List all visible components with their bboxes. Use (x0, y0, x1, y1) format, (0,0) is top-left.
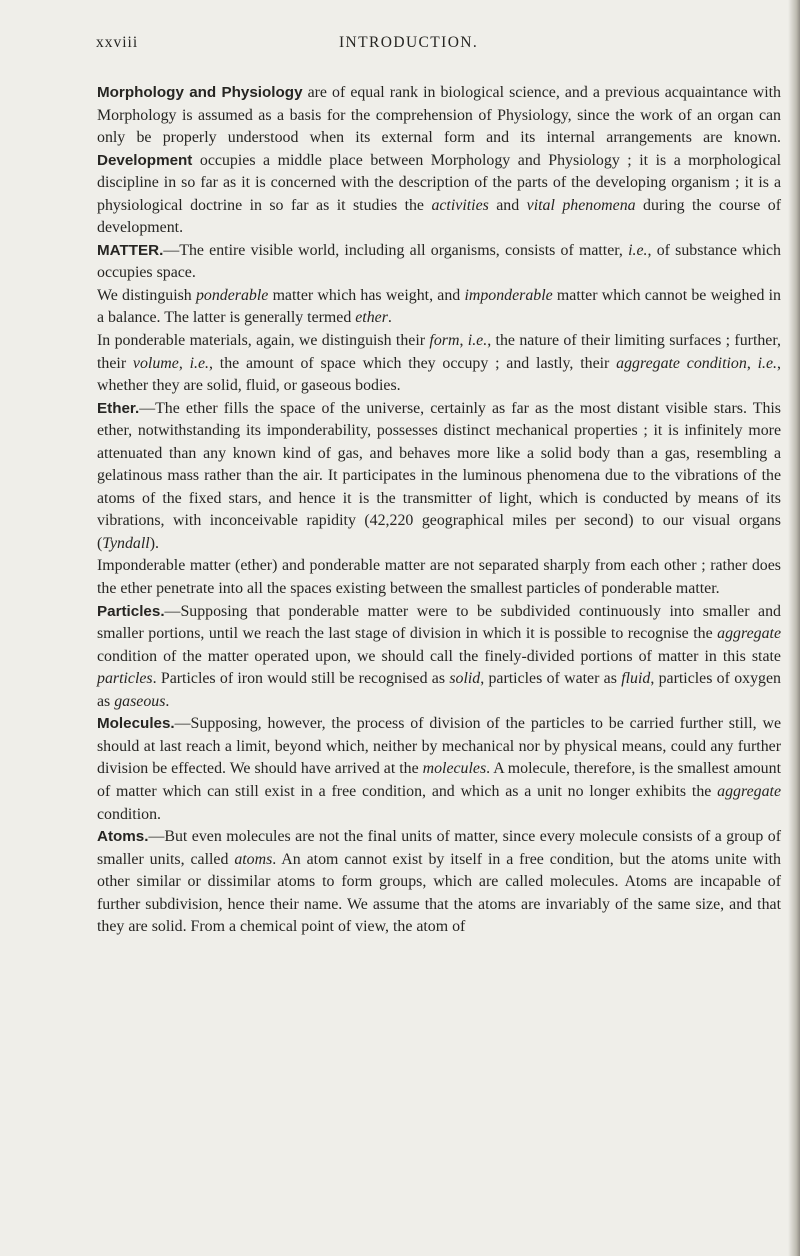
text: , (746, 354, 758, 372)
paragraph-particles (97, 601, 781, 714)
emphasis: ether (355, 309, 388, 327)
emphasis: ponderable (195, 286, 269, 304)
text: . A molecule, therefore, is the smallest amount of matter which can still exist in a free condition, and which as a unit no longer exhibits the (97, 760, 781, 800)
page-edge-shadow (788, 0, 800, 1256)
emphasis: particles (97, 670, 153, 688)
text: matter which has weight, and (268, 286, 465, 304)
heading-particles: Particles. (97, 602, 165, 620)
text: —Supposing that ponderable matter were to be subdivided continuously into smaller and smaller portions, until we reach the last stage of division in which it is possible to recognise the (97, 602, 781, 643)
text: In ponderable materials, again, we distinguish their (97, 332, 430, 350)
heading-morphology-physiology: Morphology and Physiology (97, 84, 303, 101)
paragraph-imponderable (97, 555, 781, 600)
text: , (178, 354, 190, 372)
text: . (387, 309, 392, 327)
text: , of substance which occupies space. (97, 241, 781, 282)
text: , particles of water as (480, 670, 622, 688)
heading-ether: Ether. (97, 399, 140, 417)
text: . An atom cannot exist by itself in a free condition, but the atoms unite with other similar or dissimilar atoms to form groups, which are called molecules. Atoms are incapable of further subdivision, hence their name. We assume that the atoms are invariably of the same size, and that they are solid. From a chemical point of view, the atom of (97, 850, 781, 936)
text: and (488, 196, 527, 214)
emphasis: i.e. (467, 332, 488, 350)
body-text (97, 82, 781, 939)
heading-atoms: Atoms. (97, 828, 149, 846)
emphasis: imponderable (464, 286, 553, 304)
emphasis: fluid (621, 670, 651, 688)
text: , the nature of their limiting surfaces ; further, their (97, 332, 781, 372)
text: , particles of oxygen as (97, 670, 781, 710)
paragraph-ether (97, 398, 781, 556)
emphasis: i.e. (757, 354, 778, 372)
paragraph-ponderable-materials (97, 330, 781, 398)
text: are of equal rank in biological science, and a previous acquaintance with Morphology is assumed as a basis for the comprehension of Physiology, since the work of an organ can only be properly understood when its external form and its internal arrangements are known. (97, 84, 781, 147)
emphasis: aggregate (717, 782, 781, 800)
text: matter which cannot be weighed in a balance. The latter is generally termed (97, 286, 781, 327)
text: . (165, 692, 170, 710)
text: ). (149, 534, 159, 552)
text: during the course of development. (97, 196, 781, 237)
emphasis: gaseous (114, 692, 166, 710)
paragraph-ponderable (97, 285, 781, 330)
heading-molecules: Molecules. (97, 715, 175, 733)
text: condition. (97, 805, 161, 823)
text: occupies a middle place between Morphology and Physiology ; it is a morphological discipline in so far as it is concerned with the description of the parts of the developing organism ; it is a physiological doctrine in so far as it studies the (97, 151, 781, 214)
text: —The ether fills the space of the universe, certainly as far as the most distant visible stars. This ether, notwithstanding its imponderability, possesses distinct mechanical properties ; it is infinitely more attenuated than any known kind of gas, and behaves more like a solid body than a gas, resembling a gelatinous mass rather than the air. It participates in the luminous phenomena due to the vibrations of the atoms of the fixed stars, and hence it is the transmitter of light, which is conducted by means of its vibrations, with inconceivable rapidity (42,220 geographical miles per second) to our visual organs ( (97, 399, 781, 552)
text: —Supposing, however, the process of division of the particles to be carried further still, we should at last reach a limit, beyond which, neither by mechanical nor by physical means, could any further division be effected. We should have arrived at the (97, 715, 781, 778)
running-title: INTRODUCTION. (339, 34, 479, 51)
text: —But even molecules are not the final units of matter, since every molecule consists of a group of smaller units, called (97, 828, 781, 868)
emphasis: molecules (422, 760, 487, 778)
paragraph-molecules (97, 713, 781, 826)
emphasis: vital phenomena (526, 196, 636, 214)
page-number: xxviii (96, 34, 139, 51)
paragraph-matter (97, 240, 781, 285)
emphasis: solid (449, 670, 481, 688)
emphasis: activities (431, 196, 489, 214)
emphasis: form (429, 332, 460, 350)
text: , whether they are solid, fluid, or gaseous bodies. (97, 354, 781, 395)
text: condition of the matter operated upon, we should call the finely-divided portions of matter in this state (97, 647, 781, 665)
emphasis: i.e. (628, 241, 648, 259)
text: —The entire visible world, including all organisms, consists of matter, (163, 241, 629, 259)
text: We distinguish (97, 286, 196, 304)
text: , (459, 332, 468, 350)
emphasis: volume (132, 354, 179, 372)
emphasis: Tyndall (102, 534, 150, 552)
running-head (96, 34, 760, 58)
text: . Particles of iron would still be recognised as (152, 670, 450, 688)
paragraph-atoms (97, 826, 781, 939)
paragraph-morphology-physiology (97, 82, 781, 240)
heading-matter: MATTER. (97, 241, 164, 259)
emphasis: aggregate (717, 625, 781, 643)
emphasis: aggregate condition (616, 354, 747, 372)
emphasis: i.e. (189, 354, 210, 372)
emphasis: atoms (234, 850, 273, 868)
heading-development: Development (97, 151, 193, 169)
text: , the amount of space which they occupy ; and lastly, their (209, 354, 617, 372)
text: Imponderable matter (ether) and ponderable matter are not separated sharply from each other ; rather does the ether penetrate into all the spaces existing between the smallest particles of ponderable matter. (97, 557, 781, 598)
